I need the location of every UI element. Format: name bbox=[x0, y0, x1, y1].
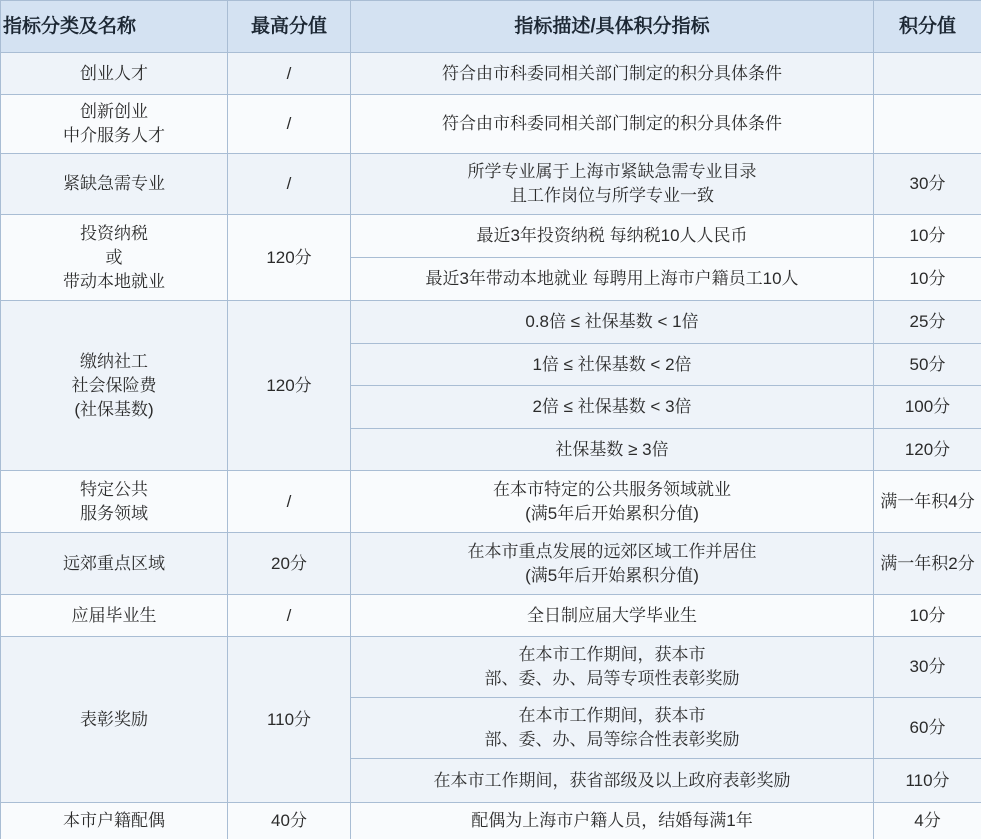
max-score-cell: 110分 bbox=[228, 637, 351, 803]
description-cell: 在本市工作期间，获省部级及以上政府表彰奖励 bbox=[351, 759, 874, 803]
table-row bbox=[1, 803, 981, 839]
points-cell: 100分 bbox=[874, 386, 981, 429]
description-cell: 在本市特定的公共服务领域就业 (满5年后开始累积分值) bbox=[351, 471, 874, 533]
description-cell: 所学专业属于上海市紧缺急需专业目录 且工作岗位与所学专业一致 bbox=[351, 154, 874, 215]
max-score-cell: 20分 bbox=[228, 533, 351, 595]
table-row bbox=[1, 595, 981, 637]
description-cell: 0.8倍 ≤ 社保基数 < 1倍 bbox=[351, 301, 874, 344]
header-description: 指标描述/具体积分指标 bbox=[351, 1, 874, 53]
header-category: 指标分类及名称 bbox=[1, 1, 228, 53]
table-row bbox=[1, 53, 981, 95]
table-row bbox=[1, 95, 981, 154]
max-score-cell: / bbox=[228, 154, 351, 215]
description-cell: 在本市工作期间，获本市 部、委、办、局等综合性表彰奖励 bbox=[351, 698, 874, 759]
points-cell: 满一年积2分 bbox=[874, 533, 981, 595]
points-cell: 10分 bbox=[874, 258, 981, 301]
description-cell: 全日制应届大学毕业生 bbox=[351, 595, 874, 637]
points-cell: 4分 bbox=[874, 803, 981, 839]
description-cell: 最近3年投资纳税 每纳税10人人民币 bbox=[351, 215, 874, 258]
category-cell: 本市户籍配偶 bbox=[1, 803, 228, 839]
points-cell: 110分 bbox=[874, 759, 981, 803]
table-row bbox=[1, 154, 981, 215]
description-cell: 社保基数 ≥ 3倍 bbox=[351, 429, 874, 471]
description-cell: 最近3年带动本地就业 每聘用上海市户籍员工10人 bbox=[351, 258, 874, 301]
description-cell: 符合由市科委同相关部门制定的积分具体条件 bbox=[351, 95, 874, 154]
points-cell bbox=[874, 95, 981, 154]
category-cell: 投资纳税 或 带动本地就业 bbox=[1, 215, 228, 301]
description-cell: 符合由市科委同相关部门制定的积分具体条件 bbox=[351, 53, 874, 95]
header-points: 积分值 bbox=[874, 1, 981, 53]
category-cell: 缴纳社工 社会保险费 (社保基数) bbox=[1, 301, 228, 471]
category-cell: 创新创业 中介服务人才 bbox=[1, 95, 228, 154]
table-row bbox=[1, 301, 981, 344]
points-cell: 120分 bbox=[874, 429, 981, 471]
category-cell: 创业人才 bbox=[1, 53, 228, 95]
category-cell: 远郊重点区域 bbox=[1, 533, 228, 595]
description-cell: 2倍 ≤ 社保基数 < 3倍 bbox=[351, 386, 874, 429]
description-cell: 在本市重点发展的远郊区域工作并居住 (满5年后开始累积分值) bbox=[351, 533, 874, 595]
category-cell: 应届毕业生 bbox=[1, 595, 228, 637]
max-score-cell: / bbox=[228, 95, 351, 154]
points-cell: 30分 bbox=[874, 637, 981, 698]
max-score-cell: / bbox=[228, 471, 351, 533]
max-score-cell: 120分 bbox=[228, 215, 351, 301]
max-score-cell: 120分 bbox=[228, 301, 351, 471]
table-row bbox=[1, 215, 981, 258]
points-cell: 25分 bbox=[874, 301, 981, 344]
header-max-score: 最高分值 bbox=[228, 1, 351, 53]
max-score-cell: 40分 bbox=[228, 803, 351, 839]
description-cell: 配偶为上海市户籍人员，结婚每满1年 bbox=[351, 803, 874, 839]
description-cell: 在本市工作期间，获本市 部、委、办、局等专项性表彰奖励 bbox=[351, 637, 874, 698]
max-score-cell: / bbox=[228, 53, 351, 95]
table-row bbox=[1, 533, 981, 595]
points-cell: 30分 bbox=[874, 154, 981, 215]
table-row bbox=[1, 637, 981, 698]
points-cell: 10分 bbox=[874, 215, 981, 258]
max-score-cell: / bbox=[228, 595, 351, 637]
category-cell: 特定公共 服务领域 bbox=[1, 471, 228, 533]
points-cell: 60分 bbox=[874, 698, 981, 759]
description-cell: 1倍 ≤ 社保基数 < 2倍 bbox=[351, 344, 874, 386]
points-cell: 10分 bbox=[874, 595, 981, 637]
table-row bbox=[1, 471, 981, 533]
points-cell: 50分 bbox=[874, 344, 981, 386]
category-cell: 表彰奖励 bbox=[1, 637, 228, 803]
category-cell: 紧缺急需专业 bbox=[1, 154, 228, 215]
points-cell: 满一年积4分 bbox=[874, 471, 981, 533]
points-cell bbox=[874, 53, 981, 95]
table-header-row bbox=[1, 1, 981, 53]
